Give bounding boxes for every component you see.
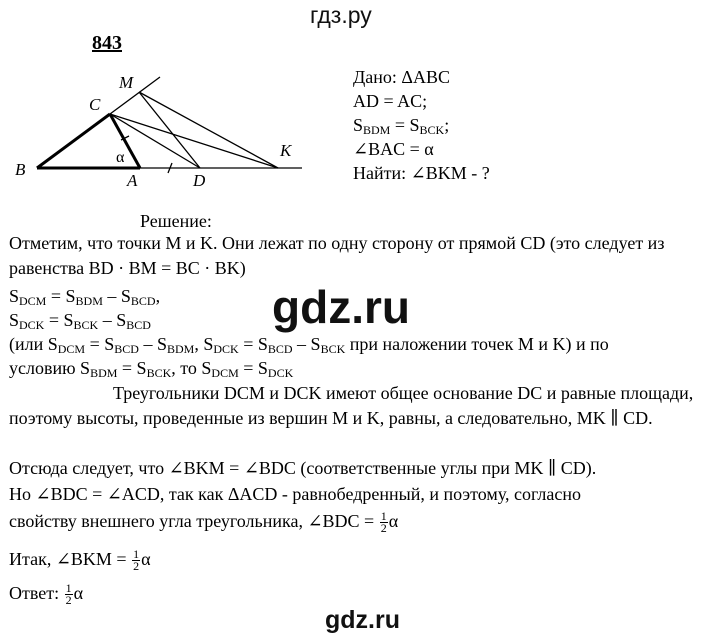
solution-result: Итак, ∠BKM = $\frac{1}{2}$ α [9, 547, 151, 574]
solution-para-4b: свойству внешнего угла треугольника, ∠BDC = $\frac{1}{2}$ α [9, 509, 399, 536]
label-a: A [127, 171, 138, 190]
fraction-one-half: $\frac{1}{2}$ [133, 547, 140, 574]
equation-2: $S_{DCK} = S_{BCK} - S_{BCD}$ [9, 310, 151, 332]
answer: Ответ: $\frac{1}{2}$ α [9, 581, 84, 608]
given-line-2: AD = AC; [353, 91, 428, 111]
solution-para-1: Отметим, что точки M и K. Они лежат по одну сторону от прямой CD (это следует из равенства BD · BM = BC · BK) [9, 233, 665, 278]
solution-para-2: Треугольники DCM и DCK имеют общее основание DC и равные площади, поэтому высоты, проведенные из вершин M и K, равны, а следовательно, MK ∥ CD. [9, 383, 694, 428]
solution-heading: Решение: [140, 211, 212, 231]
label-c: C [89, 95, 101, 114]
solution-para-3: Отсюда следует, что ∠BKM = ∠BDC (соответственные углы при MK ∥ CD). [9, 458, 597, 478]
given-line-5: Найти: ∠BKM - ? [353, 163, 490, 183]
label-m: M [119, 73, 134, 92]
equation-4: условию $S_{BDM} = S_{BCK}$, то $S_{DCM} = S_{DCK}$ [9, 358, 294, 380]
site-header: гдз.ру [310, 2, 372, 28]
label-d: D [193, 171, 206, 190]
side-bc [37, 114, 110, 168]
given-line-3: $S_{BDM} = S_{BCK}$; [353, 115, 450, 137]
label-k: K [280, 141, 292, 160]
fraction-one-half: $\frac{1}{2}$ [65, 581, 72, 608]
equation-3: (или $S_{DCM} = S_{BCD} - S_{BDM}$, $S_{DCK} = S_{BCD} - S_{BCK}$ при наложении точек M и K) и по [9, 334, 609, 356]
geometry-figure [10, 70, 310, 190]
fraction-one-half: $\frac{1}{2}$ [380, 509, 387, 536]
problem-number: 843 [92, 32, 122, 54]
given-line-4: ∠BAC = α [353, 139, 434, 159]
watermark-footer: gdz.ru [325, 606, 400, 634]
equation-1: $S_{DCM} = S_{BDM} - S_{BCD}$, [9, 286, 161, 308]
given-line-1: Дано: ΔABC [353, 67, 450, 87]
solution-para-4a: Но ∠BDC = ∠ACD, так как ΔACD - равнобедренный, и поэтому, согласно [9, 484, 582, 504]
watermark-center: gdz.ru [272, 281, 410, 333]
label-b: B [15, 160, 26, 179]
line-md [139, 92, 200, 168]
label-alpha: α [116, 149, 125, 166]
